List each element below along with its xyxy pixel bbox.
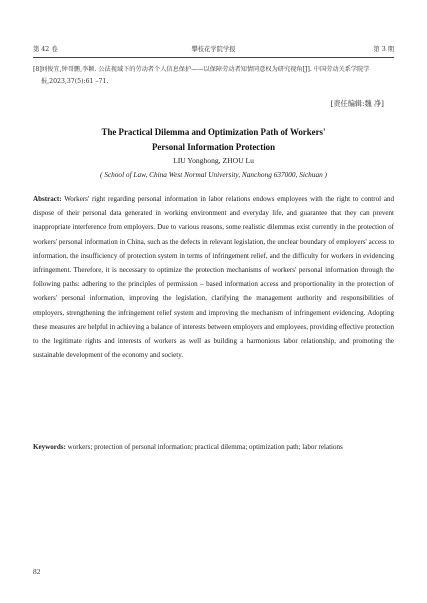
keywords-text: workers; protection of personal information; practical dilemma; optimization path; labor relations xyxy=(65,443,343,451)
editor-note: [责任编辑:魏 净] xyxy=(330,99,384,108)
reference-number: [8] xyxy=(33,66,42,73)
header-issue: 第 3 期 xyxy=(373,46,394,53)
running-header xyxy=(33,44,394,58)
paper-title xyxy=(0,125,427,155)
title-line-2: Personal Information Protection xyxy=(151,142,276,152)
abstract-label: Abstract: xyxy=(33,195,62,203)
page-number: 82 xyxy=(33,567,41,576)
header-volume: 第 42 卷 xyxy=(33,46,58,53)
keywords-label: Keywords: xyxy=(33,443,66,451)
header-journal: 攀枝花学院学报 xyxy=(191,46,236,53)
affiliation: ( School of Law, China West Normal University, Nanchong 637000, Sichuan ) xyxy=(99,170,327,179)
reference-text: 刘俊宜,钟哥鹏,李颖. 公法视域下的劳动者个人信息保护——以保障劳动者知情同意权为研究视角[J]. 中国劳动关系学院学报,2023,37(5):61 –71. xyxy=(41,66,370,85)
abstract-text: Workers' right regarding personal information in labor relations endows employees with the right to control and dispose of their personal data generated in working environment and everyday life, and guarantee that they can prevent inappropriate interference from employers. Due to various reasons, some realistic dilemmas exist currently in the protection of workers' personal information in China, such as the defects in relevant legislation, the unclear boundary of employers' access to information, the insufficiency of protection system in terms of infringement relief, and the difficulty for workers in evidencing infringement. Therefore, it is necessary to optimize the protection mechanisms of workers' personal information through the following paths: adhering to the principles of permission – based information access and proportionality in the protection of workers' personal information, improving the legislation, clarifying the management authority and responsibilities of employers, strengthening the infringement relief system and improving the mechanism of infringement evidencing. Adopting these measures are helpful in achieving a balance of interests between employers and employees, providing effective protection to the legitimate rights and interests of workers as well as building a harmonious labor relationship, and promoting the sustainable development of the economy and society. xyxy=(33,195,394,360)
abstract xyxy=(33,192,394,362)
authors: LIU Yonghong, ZHOU Lu xyxy=(173,156,254,165)
keywords xyxy=(33,440,394,454)
reference-entry xyxy=(33,64,394,87)
title-line-1: The Practical Dilemma and Optimization Path of Workers' xyxy=(101,127,326,137)
